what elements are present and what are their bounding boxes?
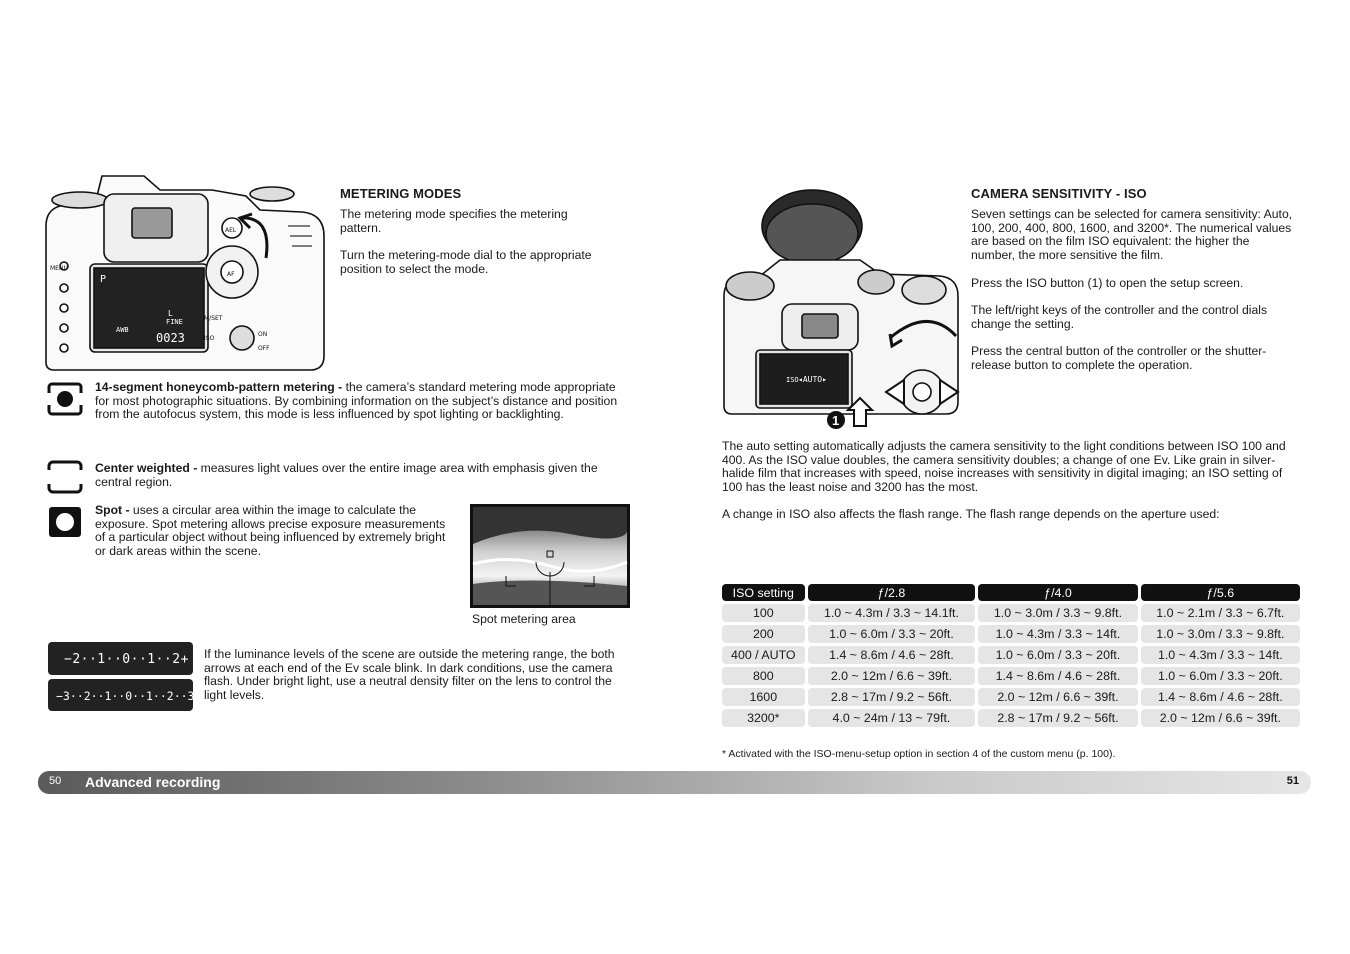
- table-cell: 200: [722, 625, 805, 643]
- table-cell: 2.0 ~ 12m / 6.6 ~ 39ft.: [808, 667, 976, 685]
- flash-range-table: [719, 581, 1303, 730]
- metering-turn-dial: Turn the metering-mode dial to the appropriate position to select the mode.: [340, 248, 592, 276]
- menu-button-label: MENU: [50, 265, 68, 272]
- table-cell: 1.4 ~ 8.6m / 4.6 ~ 28ft.: [808, 646, 976, 664]
- waterfall-photo: [470, 504, 630, 608]
- table-cell: 1600: [722, 688, 805, 706]
- center-weighted-label: Center weighted -: [95, 461, 198, 475]
- iso-change-setting: The left/right keys of the controller and the control dials change the setting.: [971, 303, 1268, 331]
- spot-metering-icon: [47, 505, 83, 539]
- honeycomb-text: the camera’s standard metering mode appropriate for most photographic situations. By combining information on the subject’s distance and position from the autofocus system, this mode is less influenced by spot lighting or backlighting.: [95, 380, 618, 422]
- table-cell: 400 / AUTO: [722, 646, 805, 664]
- af-label: AF: [227, 271, 235, 278]
- lcd-mode: P: [100, 274, 107, 285]
- center-weighted-description: [95, 462, 620, 489]
- iso-button-callout: 1: [832, 413, 840, 428]
- lcd-counter: 0023: [156, 331, 185, 345]
- honeycomb-description: [95, 381, 620, 422]
- table-cell: 3200*: [722, 709, 805, 727]
- honeycomb-metering-icon: [47, 382, 83, 416]
- center-weighted-text: measures light values over the entire image area with emphasis given the central region.: [95, 461, 598, 489]
- table-cell: 1.0 ~ 6.0m / 3.3 ~ 20ft.: [808, 625, 976, 643]
- camera-back-illustration: [40, 166, 330, 376]
- iso-footnote: * Activated with the ISO-menu-setup option in section 4 of the custom menu (p. 100).: [722, 748, 1116, 760]
- table-row: [722, 604, 1300, 622]
- iso-intro: Seven settings can be selected for camera sensitivity: Auto, 100, 200, 400, 800, 1600, and 3200*. The numerical values are based on the film ISO equivalent: the higher the number, the more sensitive the film.: [971, 207, 1293, 262]
- table-row: [722, 625, 1300, 643]
- power-on-label: ON: [258, 331, 268, 338]
- ev-scale-bottom: −3··2··1··0··1··2··3+: [56, 689, 202, 703]
- ev-scale-top: −2··1··0··1··2+: [64, 652, 189, 667]
- table-cell: 1.4 ~ 8.6m / 4.6 ~ 28ft.: [978, 667, 1137, 685]
- table-cell: 2.8 ~ 17m / 9.2 ~ 56ft.: [808, 688, 976, 706]
- table-cell: 1.0 ~ 2.1m / 3.3 ~ 6.7ft.: [1141, 604, 1300, 622]
- lcd-iso-label: ISO: [786, 376, 799, 384]
- page-number-left: 50: [49, 775, 62, 787]
- table-cell: 2.8 ~ 17m / 9.2 ~ 56ft.: [978, 709, 1137, 727]
- iso-press-button: Press the ISO button (1) to open the setup screen.: [971, 276, 1244, 290]
- table-row: [722, 688, 1300, 706]
- header-f40: ƒ/4.0: [978, 584, 1137, 601]
- luminance-warning-text: If the luminance levels of the scene are outside the metering range, the both arrows at each end of the Ev scale blink. In dark conditions, use the camera flash. Under bright light, use a neutral density filter on the lens to control the light levels.: [204, 647, 615, 702]
- metering-modes-heading: METERING MODES: [340, 186, 462, 201]
- table-cell: 1.0 ~ 3.0m / 3.3 ~ 9.8ft.: [978, 604, 1137, 622]
- table-cell: 800: [722, 667, 805, 685]
- header-iso-setting: ISO setting: [722, 584, 805, 601]
- auto-setting-paragraph: The auto setting automatically adjusts the camera sensitivity to the light conditions between ISO 100 and 400. As the ISO value doubles, the camera sensitivity doubles; a change of one Ev. Like grain in silver-halide film that increases with speed, noise increases with sensitivity in digital imaging; an ISO setting of 100 has the least noise and 3200 has the most.: [722, 439, 1286, 494]
- lcd-quality: FINE: [166, 318, 183, 326]
- table-cell: 1.0 ~ 4.3m / 3.3 ~ 14ft.: [978, 625, 1137, 643]
- table-cell: 4.0 ~ 24m / 13 ~ 79ft.: [808, 709, 976, 727]
- lcd-wb: AWB: [116, 326, 129, 334]
- table-cell: 2.0 ~ 12m / 6.6 ~ 39ft.: [1141, 709, 1300, 727]
- spot-metering-caption: Spot metering area: [472, 612, 576, 626]
- table-cell: 1.0 ~ 4.3m / 3.3 ~ 14ft.: [1141, 646, 1300, 664]
- spot-text: uses a circular area within the image to calculate the exposure. Spot metering allows precise exposure measurements of a particular object without being influenced by extremely bright or dark areas within the scene.: [95, 503, 446, 558]
- table-row: [722, 709, 1300, 727]
- table-row: [722, 646, 1300, 664]
- iso-label: ISO: [204, 335, 215, 342]
- mset-label: M/SET: [204, 315, 223, 322]
- table-cell: 100: [722, 604, 805, 622]
- metering-intro: The metering mode specifies the metering pattern.: [340, 207, 568, 235]
- center-weighted-metering-icon: [47, 460, 83, 494]
- table-cell: 1.0 ~ 4.3m / 3.3 ~ 14.1ft.: [808, 604, 976, 622]
- section-title: Advanced recording: [85, 774, 221, 790]
- ev-scale-blink-3stop: [48, 679, 202, 711]
- lcd-iso-auto: ◂AUTO▸: [798, 375, 827, 384]
- page-number-right: 51: [1286, 775, 1299, 787]
- table-cell: 1.4 ~ 8.6m / 4.6 ~ 28ft.: [1141, 688, 1300, 706]
- iso-complete-operation: Press the central button of the controller or the shutter-release button to complete the operation.: [971, 344, 1267, 372]
- power-off-label: OFF: [258, 345, 270, 352]
- header-f28: ƒ/2.8: [808, 584, 976, 601]
- spot-description: [95, 504, 455, 558]
- ael-label: AEL: [225, 227, 237, 234]
- flash-range-paragraph: A change in ISO also affects the flash range. The flash range depends on the aperture used:: [722, 507, 1220, 521]
- table-cell: 2.0 ~ 12m / 6.6 ~ 39ft.: [978, 688, 1137, 706]
- honeycomb-label: 14-segment honeycomb-pattern metering -: [95, 380, 343, 394]
- table-cell: 1.0 ~ 3.0m / 3.3 ~ 9.8ft.: [1141, 625, 1300, 643]
- table-cell: 1.0 ~ 6.0m / 3.3 ~ 20ft.: [1141, 667, 1300, 685]
- spot-label: Spot -: [95, 503, 130, 517]
- camera-top-back-illustration: [720, 186, 962, 430]
- camera-sensitivity-heading: CAMERA SENSITIVITY - ISO: [971, 186, 1147, 201]
- footer-bar: [38, 771, 1311, 794]
- table-cell: 1.0 ~ 6.0m / 3.3 ~ 20ft.: [978, 646, 1137, 664]
- lcd-size: L: [168, 309, 173, 318]
- table-header-row: [722, 584, 1300, 601]
- ev-scale-blink-2stop: [48, 642, 193, 675]
- table-row: [722, 667, 1300, 685]
- header-f56: ƒ/5.6: [1141, 584, 1300, 601]
